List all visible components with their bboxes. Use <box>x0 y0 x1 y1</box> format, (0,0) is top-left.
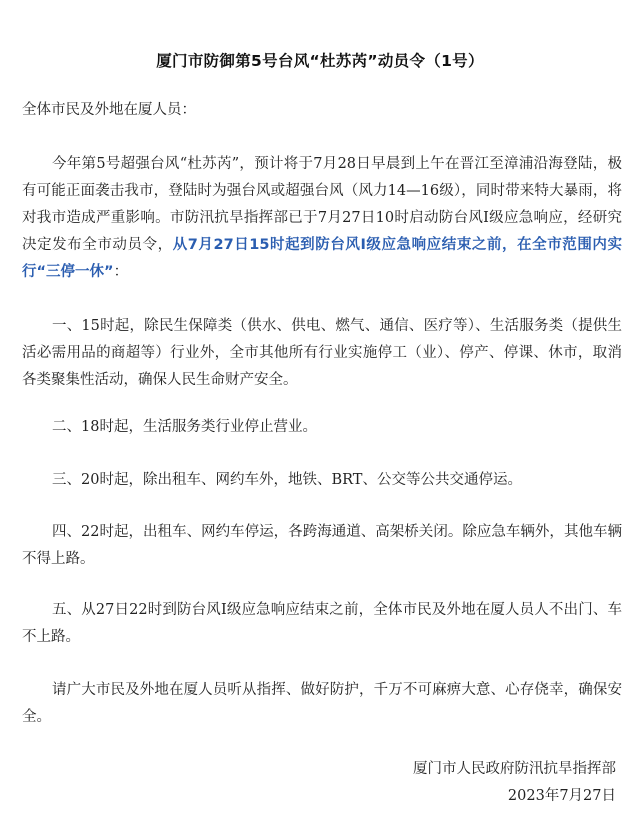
item-2: 二、18时起，生活服务类行业停止营业。 <box>52 419 317 435</box>
closing-paragraph: 请广大市民及外地在厦人员听从指挥、做好防护，千万不可麻痹大意、心存侥幸，确保安全。 <box>22 682 622 725</box>
item-4: 四、22时起，出租车、网约车停运，各跨海通道、高架桥关闭。除应急车辆外，其他车辆不得上路。 <box>22 524 622 567</box>
intro-end-punct: ： <box>113 264 129 280</box>
intro-text: 今年第5号超强台风“杜苏芮”，预计将于7月28日早晨到上午在晋江至漳浦沿海登陆，极有可能正面袭击我市，登陆时为强台风或超强台风（风力14—16级），同时带来特大暴雨，将对我市造成严重影响。市防汛抗旱指挥部已于7月27日10时启动防台风Ⅰ级应急响应，经研究决定发布全市动员令， <box>22 156 622 253</box>
greeting: 全体市民及外地在厦人员： <box>22 102 196 118</box>
document-title: 厦门市防御第5号台风“杜苏芮”动员令（1号） <box>156 52 484 70</box>
item-5: 五、从27日22时到防台风Ⅰ级应急响应结束之前，全体市民及外地在厦人员人不出门、车不上路。 <box>22 602 622 645</box>
intro-highlight: 从7月27日15时起到防台风Ⅰ级应急响应结束之前，在全市范围内实行“三停一休” <box>22 237 623 280</box>
item-3: 三、20时起，除出租车、网约车外，地铁、BRT、公交等公共交通停运。 <box>52 472 522 488</box>
intro-paragraph <box>22 151 622 286</box>
item-1: 一、15时起，除民生保障类（供水、供电、燃气、通信、医疗等）、生活服务类（提供生活必需用品的商超等）行业外，全市其他所有行业实施停工（业）、停产、停课、休市，取消各类聚集性活动，确保人民生命财产安全。 <box>22 318 622 388</box>
signature-org: 厦门市人民政府防汛抗旱指挥部 <box>413 761 616 777</box>
signature-date: 2023年7月27日 <box>507 788 616 804</box>
